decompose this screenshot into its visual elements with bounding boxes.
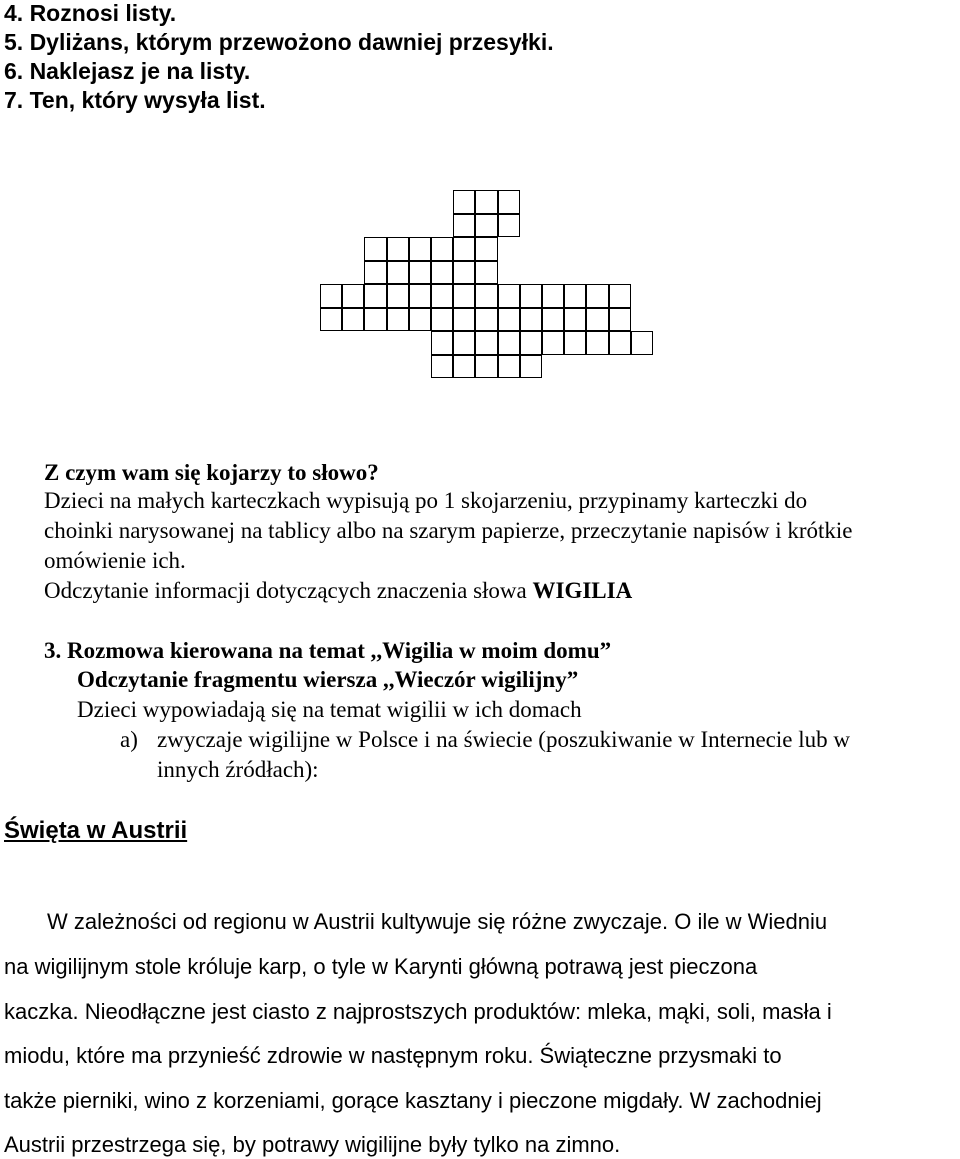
crossword-cell xyxy=(586,308,608,332)
crossword-cell xyxy=(586,331,608,355)
reading-text: Odczytanie informacji dotyczących znaczenia słowa xyxy=(44,578,533,603)
crossword-cell xyxy=(409,284,431,308)
crossword-cell xyxy=(409,261,431,285)
reading-keyword: WIGILIA xyxy=(532,578,633,603)
crossword-cell xyxy=(498,214,520,238)
crossword-cell xyxy=(475,237,497,261)
crossword-cell xyxy=(453,331,475,355)
crossword-cell xyxy=(387,237,409,261)
crossword-cell xyxy=(364,261,386,285)
list-item-text: zwyczaje wigilijne w Polsce i na świecie (poszukiwanie w Internecie lub w xyxy=(157,727,850,752)
crossword-cell xyxy=(475,284,497,308)
crossword-cell xyxy=(364,308,386,332)
clue-6: 6. Naklejasz je na listy. xyxy=(4,58,251,84)
crossword-cell xyxy=(320,308,342,332)
austria-heading: Święta w Austrii xyxy=(4,817,188,844)
list-item-text-continued: innych źródłach): xyxy=(157,757,319,782)
crossword-cell xyxy=(542,284,564,308)
clue-7: 7. Ten, który wysyła list. xyxy=(4,87,266,113)
austria-paragraph-line: W zależności od regionu w Austrii kultywuje się różne zwyczaje. O ile w Wiedniu xyxy=(47,909,828,934)
crossword-cell xyxy=(431,331,453,355)
crossword-cell xyxy=(475,190,497,214)
crossword-cell xyxy=(498,284,520,308)
austria-paragraph-line: kaczka. Nieodłączne jest ciasto z najprostszych produktów: mleka, mąki, soli, masła i xyxy=(4,999,832,1024)
paragraph-line: choinki narysowanej na tablicy albo na szarym papierze, przeczytanie napisów i krótkie xyxy=(44,518,853,543)
crossword-cell xyxy=(364,237,386,261)
crossword-cell xyxy=(520,331,542,355)
crossword-cell xyxy=(453,214,475,238)
crossword-cell xyxy=(475,331,497,355)
section-3-subheading: Odczytanie fragmentu wiersza ,,Wieczór wigilijny” xyxy=(77,667,579,692)
section-title-association: Z czym wam się kojarzy to słowo? xyxy=(44,460,379,485)
crossword-cell xyxy=(453,190,475,214)
austria-paragraph-line: Austrii przestrzega się, by potrawy wigilijne były tylko na zimno. xyxy=(4,1132,621,1157)
austria-paragraph-line: także pierniki, wino z korzeniami, gorące kasztany i pieczone migdały. W zachodniej xyxy=(4,1088,822,1113)
crossword-cell xyxy=(387,261,409,285)
clue-5: 5. Dyliżans, którym przewożono dawniej przesyłki. xyxy=(4,29,554,55)
clue-4: 4. Roznosi listy. xyxy=(4,0,177,26)
crossword-cell xyxy=(431,261,453,285)
crossword-cell xyxy=(387,284,409,308)
crossword-cell xyxy=(475,261,497,285)
crossword-cell xyxy=(609,331,631,355)
crossword-cell xyxy=(498,190,520,214)
crossword-cell xyxy=(409,308,431,332)
crossword-cell xyxy=(342,308,364,332)
crossword-cell xyxy=(498,308,520,332)
austria-paragraph-line: miodu, które ma przynieść zdrowie w następnym roku. Świąteczne przysmaki to xyxy=(4,1043,782,1068)
crossword-cell xyxy=(453,261,475,285)
crossword-cell xyxy=(564,308,586,332)
crossword-cell xyxy=(431,237,453,261)
crossword-cell xyxy=(453,308,475,332)
list-item-marker: a) xyxy=(120,727,138,752)
crossword-cell xyxy=(387,308,409,332)
crossword-cell xyxy=(564,284,586,308)
crossword-cell xyxy=(431,284,453,308)
crossword-cell xyxy=(520,284,542,308)
crossword-cell xyxy=(431,355,453,379)
crossword-cell xyxy=(453,237,475,261)
crossword-cell xyxy=(542,331,564,355)
crossword-cell xyxy=(564,331,586,355)
austria-paragraph-line: na wigilijnym stole króluje karp, o tyle w Karynti główną potrawą jest pieczona xyxy=(4,954,758,979)
crossword-cell xyxy=(609,284,631,308)
paragraph-line: Dzieci na małych karteczkach wypisują po 1 skojarzeniu, przypinamy karteczki do xyxy=(44,488,808,513)
crossword-cell xyxy=(409,237,431,261)
crossword-cell xyxy=(498,331,520,355)
reading-line xyxy=(44,578,632,604)
crossword-cell xyxy=(586,284,608,308)
crossword-cell xyxy=(498,355,520,379)
paragraph-line: omówienie ich. xyxy=(44,548,186,573)
section-3-text: Dzieci wypowiadają się na temat wigilii w ich domach xyxy=(77,697,582,722)
crossword-cell xyxy=(520,355,542,379)
crossword-cell xyxy=(431,308,453,332)
section-3-heading: 3. Rozmowa kierowana na temat ,,Wigilia w moim domu” xyxy=(44,638,612,663)
crossword-cell xyxy=(631,331,653,355)
crossword-cell xyxy=(453,355,475,379)
crossword-cell xyxy=(364,284,386,308)
crossword-cell xyxy=(609,308,631,332)
crossword-cell xyxy=(475,214,497,238)
crossword-cell xyxy=(520,308,542,332)
crossword-cell xyxy=(475,355,497,379)
crossword-cell xyxy=(342,284,364,308)
crossword-cell xyxy=(320,284,342,308)
crossword-cell xyxy=(475,308,497,332)
crossword-cell xyxy=(542,308,564,332)
crossword-cell xyxy=(453,284,475,308)
